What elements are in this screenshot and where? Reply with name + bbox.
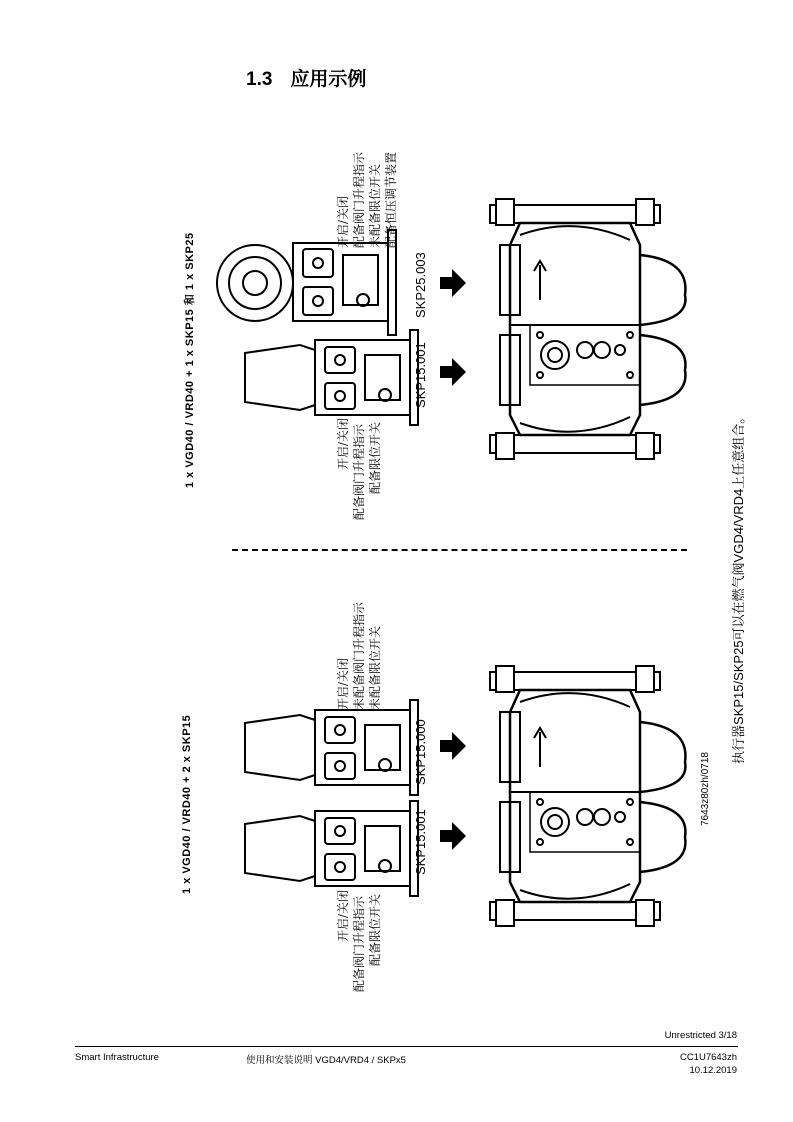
arrow-bottom-upper	[440, 732, 466, 760]
bottom-upper-label-3: 未配备限位开关	[368, 625, 382, 710]
arrow-bottom-lower	[440, 822, 466, 850]
top-lower-label-2: 配备阀门升程指示	[352, 423, 366, 520]
document-id: CC1U7643zh	[679, 1052, 737, 1063]
top-lower-model: SKP15.001	[413, 342, 428, 408]
bottom-lower-label-3: 配备限位开关	[368, 893, 382, 966]
top-upper-label-2: 配备阀门升程指示	[352, 151, 366, 248]
figure-reference: 7643z80zh/0718	[700, 752, 711, 826]
bottom-lower-label-2: 配备阀门升程指示	[352, 895, 366, 992]
arrow-top-upper	[440, 269, 466, 297]
bottom-upper-label-1: 开启/关闭	[336, 657, 350, 710]
bottom-lower-model: SKP15.001	[413, 809, 428, 875]
top-upper-label-4: 配备恒压调节装置	[384, 151, 398, 248]
classification-label: Unrestricted 3/18	[664, 1030, 737, 1041]
bottom-upper-label-2: 未配备阀门升程指示	[352, 601, 366, 710]
top-lower-label-3: 配备限位开关	[368, 421, 382, 494]
footer-rule	[75, 1046, 738, 1047]
bottom-lower-label-1: 开启/关闭	[336, 889, 350, 942]
bottom-heading: 1 x VGD40 / VRD40 + 2 x SKP15	[181, 714, 193, 894]
section-title-text: 应用示例	[290, 69, 367, 90]
bottom-upper-model: SKP15.000	[413, 719, 428, 785]
company-name: Smart Infrastructure	[75, 1052, 159, 1063]
skp15-drawing-bottom-upper	[245, 700, 418, 795]
top-upper-label-3: 未配备限位开关	[368, 163, 382, 248]
side-note: 执行器SKP15/SKP25可以在燃气阀VGD4/VRD4上任意组合。	[731, 410, 746, 764]
valve-body-drawing-top	[490, 199, 685, 459]
group-separator	[232, 549, 687, 551]
top-upper-model: SKP25.003	[413, 252, 428, 318]
valve-body-drawing-bottom	[490, 666, 685, 926]
section-number: 1.3	[246, 69, 273, 90]
arrow-top-lower	[440, 358, 466, 386]
document-title: 使用和安装说明 VGD4/VRD4 / SKPx5	[246, 1055, 406, 1066]
top-lower-label-1: 开启/关闭	[336, 417, 350, 470]
document-date: 10.12.2019	[689, 1065, 737, 1076]
skp15-drawing-top	[245, 330, 418, 425]
skp15-drawing-bottom-lower	[245, 801, 418, 896]
top-heading: 1 x VGD40 / VRD40 + 1 x SKP15 和 1 x SKP25	[184, 232, 196, 488]
top-upper-label-1: 开启/关闭	[336, 195, 350, 248]
